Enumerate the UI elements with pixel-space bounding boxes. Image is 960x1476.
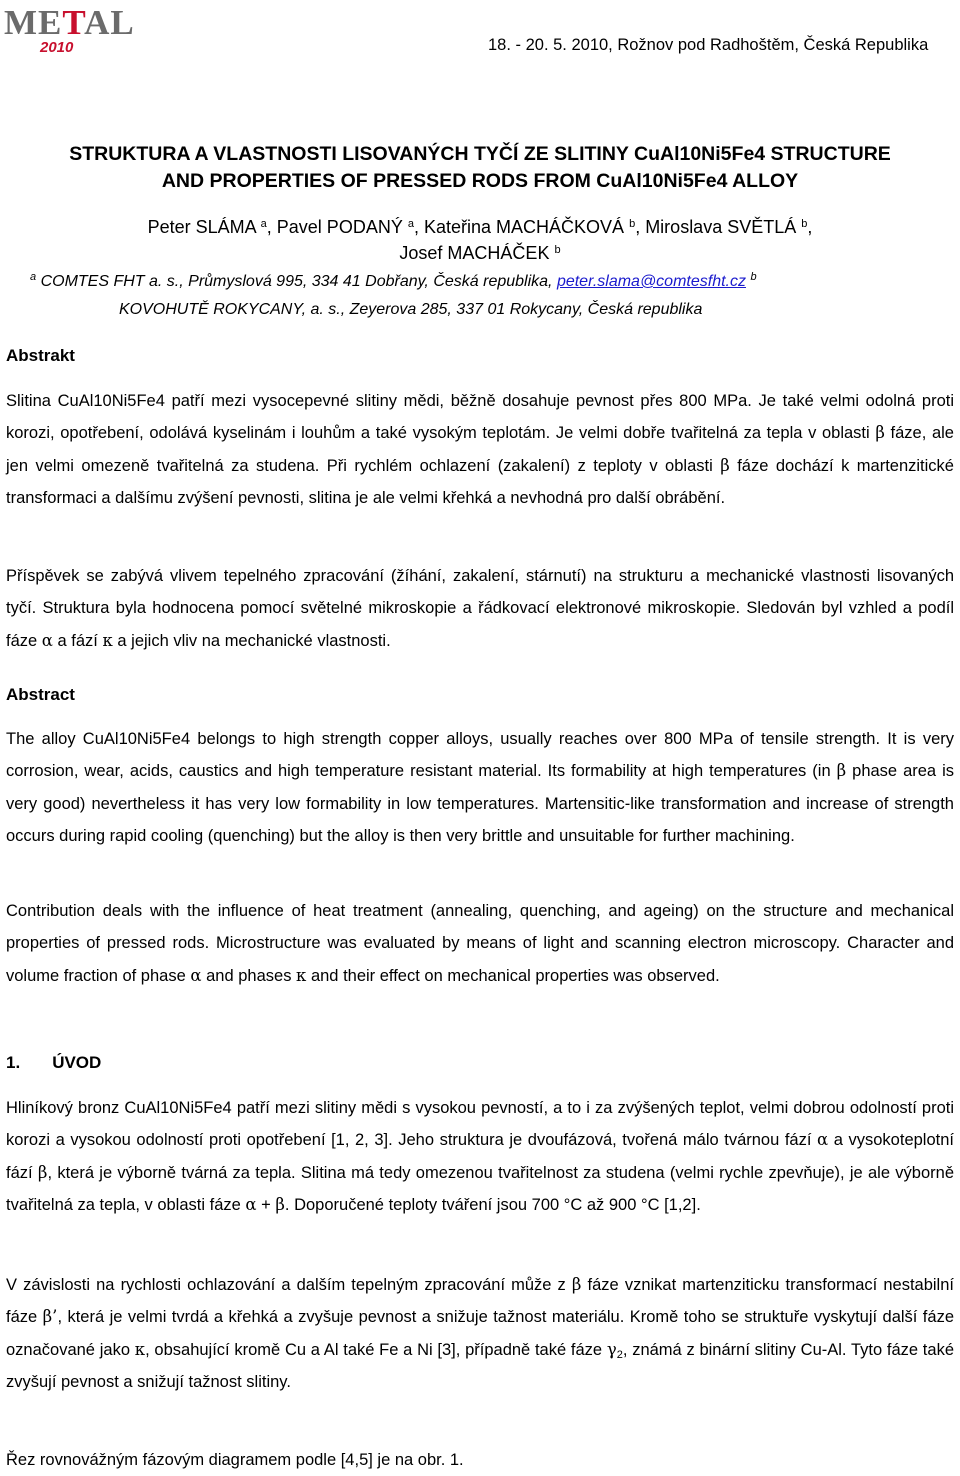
section-1-heading: 1. ÚVOD <box>6 1053 102 1072</box>
author-list <box>0 214 960 266</box>
logo-year: 2010 <box>40 39 74 56</box>
logo-wordmark: METAL <box>4 3 135 42</box>
authors-line-1: Peter SLÁMA $^a$, Pavel PODANÝ $^a$, Kateřina MACHÁČKOVÁ $^b$, Miroslava SVĚTLÁ $^b$, <box>147 217 813 237</box>
abstract-heading: Abstract <box>6 685 75 704</box>
paper-title <box>0 141 960 195</box>
uvod-paragraph-3: Řez rovnovážným fázovým diagramem podle [4,5] je na obr. 1. <box>6 1451 464 1469</box>
uvod-paragraph-1: Hliníkový bronz CuAl10Ni5Fe4 patří mezi slitiny mědi s vysokou pevností, a to i za zvýšených teplot, velmi dobrou odolností proti korozi a vysokou odolností proti opotřebení [1, 2, 3]. Jeho struktura je dvoufázová, tvořená málo tvárnou fází α a vysokoteplotní fází β, která je výborně tvárná za tepla. Slitina má tedy omezenou tvařitelnost za studena (velmi rychle zpevňuje), je ale výborně tvařitelná za tepla, v oblasti fáze α + β. Doporučené teploty tváření jsou 700 °C až 900 °C [1,2]. <box>6 1099 954 1215</box>
affiliation-a: $^a$ COMTES FHT a. s., Průmyslová 995, 334 41 Dobřany, Česká republika, peter.slama@comtesfht.cz $^b$ <box>30 270 757 290</box>
conference-date-location: 18. - 20. 5. 2010, Rožnov pod Radhoštěm, Česká Republika <box>488 36 929 54</box>
email-link[interactable]: peter.slama@comtesfht.cz <box>556 273 746 290</box>
affiliation-b: KOVOHUTĚ ROKYCANY, a. s., Zeyerova 285, 337 01 Rokycany, Česká republika <box>119 301 703 318</box>
conference-logo <box>4 3 135 58</box>
abstrakt-heading: Abstrakt <box>6 346 75 365</box>
abstrakt-paragraph-1: Slitina CuAl10Ni5Fe4 patří mezi vysocepevné slitiny mědi, běžně dosahuje pevnost přes 800 MPa. Je také velmi odolná proti korozi, opotřebení, odolává kyselinám i louhům a také vysokým teplotám. Je velmi dobře tvařitelná za tepla v oblasti β fáze, ale jen velmi omezeně tvařitelná za studena. Při rychlém ochlazení (zakalení) z teploty v oblasti β fáze dochází k martenzitické transformaci a dalšímu zvýšení pevnosti, slitina je ale velmi křehká a nevhodná pro další obrábění. <box>6 392 954 508</box>
authors-line-2: Josef MACHÁČEK $^b$ <box>399 243 561 263</box>
abstrakt-paragraph-2: Příspěvek se zabývá vlivem tepelného zpracování (žíhání, zakalení, stárnutí) na strukturu a mechanické vlastnosti lisovaných tyčí. Struktura byla hodnocena pomocí světelné mikroskopie a řádkovací elektronové mikroskopie. Sledován byl vzhled a podíl fáze α a fází κ a jejich vliv na mechanické vlastnosti. <box>6 567 954 650</box>
title-line-1: STRUKTURA A VLASTNOSTI LISOVANÝCH TYČÍ ZE SLITINY CuAl10Ni5Fe4 STRUCTURE <box>69 143 891 165</box>
uvod-paragraph-2: V závislosti na rychlosti ochlazování a dalším tepelným zpracování může z β fáze vznikat martenziticku transformací nestabilní fáze β’, která je velmi tvrdá a křehká a zvyšuje pevnost a snižuje tažnost materiálu. Kromě toho se struktuře vyskytují další fáze označované jako κ, obsahující kromě Cu a Al také Fe a Ni [3], případně také fáze $\gamma_2$, známá z binární slitiny Cu-Al. Tyto fáze také zvyšují pevnost a snižují tažnost slitiny. <box>6 1275 954 1392</box>
abstract-paragraph-1: The alloy CuAl10Ni5Fe4 belongs to high strength copper alloys, usually reaches over 800 MPa of tensile strength. It is very corrosion, wear, acids, caustics and high temperature resistant material. Its formability at high temperatures (in β phase area is very good) nevertheless it has very low formability in low temperatures. Martensitic-like transformation and increase of strength occurs during rapid cooling (quenching) but the alloy is then very brittle and unsuitable for further machining. <box>6 730 954 846</box>
abstract-paragraph-2: Contribution deals with the influence of heat treatment (annealing, quenching, and ageing) on the structure and mechanical properties of pressed rods. Microstructure was evaluated by means of light and scanning electron microscopy. Character and volume fraction of phase α and phases κ and their effect on mechanical properties was observed. <box>6 902 954 985</box>
title-line-2: AND PROPERTIES OF PRESSED RODS FROM CuAl10Ni5Fe4 ALLOY <box>161 170 799 192</box>
